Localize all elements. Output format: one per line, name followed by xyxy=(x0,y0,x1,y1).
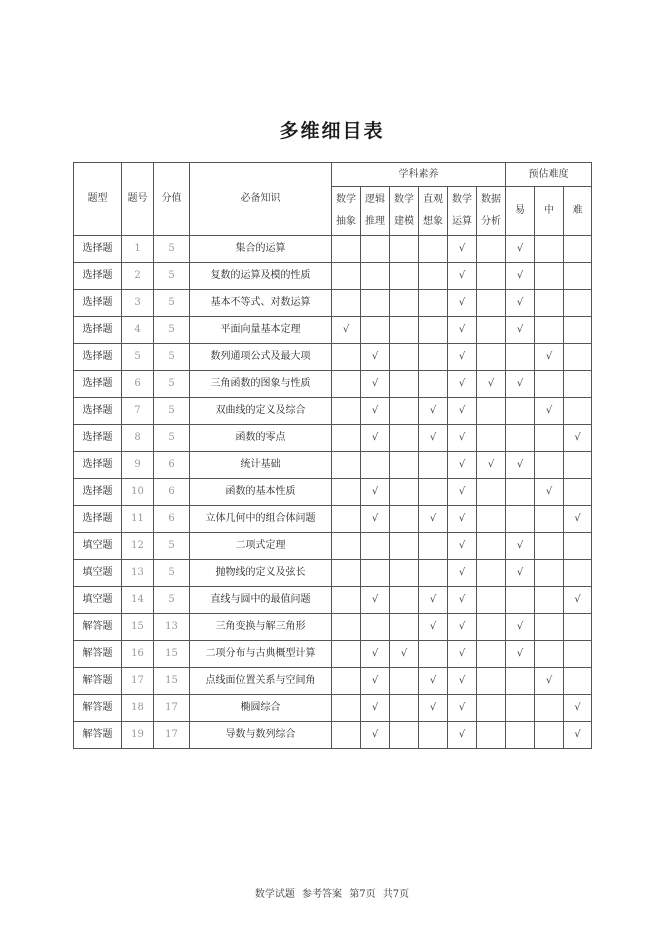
check-icon: √ xyxy=(419,695,448,722)
difficulty-cell xyxy=(535,452,564,479)
literacy-cell xyxy=(390,695,419,722)
difficulty-cell xyxy=(506,695,535,722)
header-literacy-operation: 数学运算 xyxy=(448,187,477,236)
literacy-cell xyxy=(390,533,419,560)
row-knowledge: 导数与数列综合 xyxy=(190,722,332,749)
literacy-cell xyxy=(390,668,419,695)
row-type: 选择题 xyxy=(74,236,122,263)
row-no: 12 xyxy=(122,533,154,560)
row-knowledge: 点线面位置关系与空间角 xyxy=(190,668,332,695)
row-type: 选择题 xyxy=(74,398,122,425)
row-knowledge: 直线与圆中的最值问题 xyxy=(190,587,332,614)
table-row xyxy=(74,263,592,290)
header-literacy-abstraction: 数学抽象 xyxy=(332,187,361,236)
table-row xyxy=(74,722,592,749)
row-score: 5 xyxy=(154,236,190,263)
literacy-cell xyxy=(332,398,361,425)
row-no: 16 xyxy=(122,641,154,668)
table-row xyxy=(74,479,592,506)
table-row xyxy=(74,236,592,263)
check-icon: √ xyxy=(448,668,477,695)
literacy-cell xyxy=(332,344,361,371)
check-icon: √ xyxy=(448,371,477,398)
row-no: 18 xyxy=(122,695,154,722)
literacy-cell xyxy=(361,263,390,290)
check-icon: √ xyxy=(448,425,477,452)
literacy-cell xyxy=(477,425,506,452)
check-icon: √ xyxy=(448,236,477,263)
difficulty-cell xyxy=(506,425,535,452)
literacy-cell xyxy=(332,587,361,614)
row-score: 17 xyxy=(154,722,190,749)
check-icon: √ xyxy=(419,425,448,452)
table-body xyxy=(74,236,592,749)
row-no: 2 xyxy=(122,263,154,290)
literacy-cell xyxy=(419,371,448,398)
check-icon: √ xyxy=(535,479,564,506)
table-row xyxy=(74,317,592,344)
literacy-cell xyxy=(361,533,390,560)
row-score: 5 xyxy=(154,263,190,290)
header-literacy-modeling: 数学建模 xyxy=(390,187,419,236)
check-icon: √ xyxy=(564,587,592,614)
difficulty-cell xyxy=(506,668,535,695)
difficulty-cell xyxy=(564,371,592,398)
difficulty-cell xyxy=(535,533,564,560)
header-difficulty-easy: 易 xyxy=(506,187,535,236)
row-score: 5 xyxy=(154,344,190,371)
literacy-cell xyxy=(419,317,448,344)
check-icon: √ xyxy=(448,587,477,614)
difficulty-cell xyxy=(506,344,535,371)
literacy-cell xyxy=(390,236,419,263)
check-icon: √ xyxy=(361,398,390,425)
table-row xyxy=(74,425,592,452)
check-icon: √ xyxy=(390,641,419,668)
check-icon: √ xyxy=(361,722,390,749)
difficulty-cell xyxy=(535,560,564,587)
literacy-cell xyxy=(477,263,506,290)
row-type: 解答题 xyxy=(74,614,122,641)
check-icon: √ xyxy=(448,722,477,749)
row-knowledge: 三角函数的图象与性质 xyxy=(190,371,332,398)
check-icon: √ xyxy=(506,263,535,290)
literacy-cell xyxy=(390,344,419,371)
row-no: 6 xyxy=(122,371,154,398)
check-icon: √ xyxy=(506,290,535,317)
row-knowledge: 三角变换与解三角形 xyxy=(190,614,332,641)
difficulty-cell xyxy=(506,506,535,533)
difficulty-cell xyxy=(564,236,592,263)
row-score: 15 xyxy=(154,641,190,668)
row-score: 5 xyxy=(154,587,190,614)
literacy-cell xyxy=(390,506,419,533)
row-knowledge: 椭圆综合 xyxy=(190,695,332,722)
row-no: 17 xyxy=(122,668,154,695)
check-icon: √ xyxy=(535,344,564,371)
check-icon: √ xyxy=(448,344,477,371)
row-type: 选择题 xyxy=(74,263,122,290)
check-icon: √ xyxy=(506,317,535,344)
difficulty-cell xyxy=(564,398,592,425)
difficulty-cell xyxy=(535,722,564,749)
check-icon: √ xyxy=(506,371,535,398)
difficulty-cell xyxy=(535,506,564,533)
check-icon: √ xyxy=(361,479,390,506)
table-row xyxy=(74,344,592,371)
literacy-cell xyxy=(332,263,361,290)
row-no: 1 xyxy=(122,236,154,263)
literacy-cell xyxy=(361,452,390,479)
literacy-cell xyxy=(332,425,361,452)
row-no: 5 xyxy=(122,344,154,371)
literacy-cell xyxy=(477,479,506,506)
difficulty-cell xyxy=(535,317,564,344)
check-icon: √ xyxy=(361,425,390,452)
difficulty-cell xyxy=(535,290,564,317)
difficulty-cell xyxy=(506,398,535,425)
row-type: 解答题 xyxy=(74,668,122,695)
difficulty-cell xyxy=(535,587,564,614)
multi-dimension-spec-table xyxy=(73,162,592,749)
literacy-cell xyxy=(332,452,361,479)
literacy-cell xyxy=(390,722,419,749)
check-icon: √ xyxy=(535,398,564,425)
row-no: 3 xyxy=(122,290,154,317)
row-type: 选择题 xyxy=(74,479,122,506)
literacy-cell xyxy=(361,290,390,317)
check-icon: √ xyxy=(448,560,477,587)
check-icon: √ xyxy=(361,668,390,695)
difficulty-cell xyxy=(535,371,564,398)
difficulty-cell xyxy=(564,641,592,668)
row-no: 15 xyxy=(122,614,154,641)
row-score: 6 xyxy=(154,452,190,479)
literacy-cell xyxy=(477,587,506,614)
check-icon: √ xyxy=(419,587,448,614)
check-icon: √ xyxy=(477,452,506,479)
table-row xyxy=(74,452,592,479)
check-icon: √ xyxy=(506,560,535,587)
header-no: 题号 xyxy=(122,163,154,236)
row-type: 解答题 xyxy=(74,722,122,749)
literacy-cell xyxy=(332,614,361,641)
check-icon: √ xyxy=(477,371,506,398)
difficulty-cell xyxy=(564,479,592,506)
row-knowledge: 二项式定理 xyxy=(190,533,332,560)
row-score: 17 xyxy=(154,695,190,722)
literacy-cell xyxy=(477,695,506,722)
literacy-cell xyxy=(477,668,506,695)
row-type: 选择题 xyxy=(74,506,122,533)
difficulty-cell xyxy=(564,344,592,371)
check-icon: √ xyxy=(419,506,448,533)
row-score: 5 xyxy=(154,290,190,317)
literacy-cell xyxy=(332,641,361,668)
row-score: 5 xyxy=(154,560,190,587)
literacy-cell xyxy=(390,452,419,479)
literacy-cell xyxy=(477,398,506,425)
row-type: 选择题 xyxy=(74,317,122,344)
row-knowledge: 抛物线的定义及弦长 xyxy=(190,560,332,587)
difficulty-cell xyxy=(506,587,535,614)
difficulty-cell xyxy=(564,614,592,641)
row-type: 解答题 xyxy=(74,695,122,722)
check-icon: √ xyxy=(448,641,477,668)
header-knowledge: 必备知识 xyxy=(190,163,332,236)
literacy-cell xyxy=(390,614,419,641)
row-type: 填空题 xyxy=(74,533,122,560)
check-icon: √ xyxy=(506,533,535,560)
difficulty-cell xyxy=(535,641,564,668)
check-icon: √ xyxy=(506,236,535,263)
row-type: 选择题 xyxy=(74,290,122,317)
header-type: 题型 xyxy=(74,163,122,236)
check-icon: √ xyxy=(448,479,477,506)
literacy-cell xyxy=(361,560,390,587)
row-type: 填空题 xyxy=(74,587,122,614)
difficulty-cell xyxy=(564,263,592,290)
row-no: 10 xyxy=(122,479,154,506)
check-icon: √ xyxy=(419,668,448,695)
difficulty-cell xyxy=(535,263,564,290)
literacy-cell xyxy=(419,236,448,263)
row-knowledge: 统计基础 xyxy=(190,452,332,479)
literacy-cell xyxy=(419,722,448,749)
row-score: 13 xyxy=(154,614,190,641)
literacy-cell xyxy=(390,371,419,398)
literacy-cell xyxy=(332,695,361,722)
literacy-cell xyxy=(332,668,361,695)
literacy-cell xyxy=(477,641,506,668)
check-icon: √ xyxy=(506,614,535,641)
literacy-cell xyxy=(390,560,419,587)
row-no: 9 xyxy=(122,452,154,479)
table-row xyxy=(74,506,592,533)
row-knowledge: 集合的运算 xyxy=(190,236,332,263)
literacy-cell xyxy=(419,641,448,668)
check-icon: √ xyxy=(448,290,477,317)
row-score: 5 xyxy=(154,425,190,452)
row-knowledge: 平面向量基本定理 xyxy=(190,317,332,344)
difficulty-cell xyxy=(535,614,564,641)
check-icon: √ xyxy=(448,614,477,641)
header-difficulty-group: 预估难度 xyxy=(506,163,592,187)
literacy-cell xyxy=(419,452,448,479)
literacy-cell xyxy=(390,587,419,614)
check-icon: √ xyxy=(535,668,564,695)
difficulty-cell xyxy=(564,317,592,344)
row-knowledge: 函数的零点 xyxy=(190,425,332,452)
row-no: 4 xyxy=(122,317,154,344)
literacy-cell xyxy=(477,506,506,533)
row-knowledge: 数列通项公式及最大项 xyxy=(190,344,332,371)
difficulty-cell xyxy=(564,560,592,587)
literacy-cell xyxy=(419,479,448,506)
header-literacy-imagination: 直观想象 xyxy=(419,187,448,236)
check-icon: √ xyxy=(564,425,592,452)
header-literacy-reasoning: 逻辑推理 xyxy=(361,187,390,236)
check-icon: √ xyxy=(448,317,477,344)
difficulty-cell xyxy=(564,290,592,317)
literacy-cell xyxy=(332,533,361,560)
difficulty-cell xyxy=(535,236,564,263)
difficulty-cell xyxy=(564,668,592,695)
literacy-cell xyxy=(361,236,390,263)
row-type: 选择题 xyxy=(74,425,122,452)
table-row xyxy=(74,290,592,317)
difficulty-cell xyxy=(506,479,535,506)
literacy-cell xyxy=(332,560,361,587)
check-icon: √ xyxy=(564,695,592,722)
literacy-cell xyxy=(332,371,361,398)
check-icon: √ xyxy=(419,614,448,641)
literacy-cell xyxy=(332,479,361,506)
literacy-cell xyxy=(477,560,506,587)
header-difficulty-hard: 难 xyxy=(564,187,592,236)
table-row xyxy=(74,614,592,641)
check-icon: √ xyxy=(448,452,477,479)
difficulty-cell xyxy=(506,722,535,749)
check-icon: √ xyxy=(506,452,535,479)
check-icon: √ xyxy=(448,263,477,290)
row-no: 19 xyxy=(122,722,154,749)
literacy-cell xyxy=(390,425,419,452)
literacy-cell xyxy=(477,290,506,317)
literacy-cell xyxy=(477,533,506,560)
check-icon: √ xyxy=(448,533,477,560)
check-icon: √ xyxy=(506,641,535,668)
literacy-cell xyxy=(390,398,419,425)
header-literacy-data-analysis: 数据分析 xyxy=(477,187,506,236)
check-icon: √ xyxy=(448,398,477,425)
row-no: 8 xyxy=(122,425,154,452)
literacy-cell xyxy=(477,614,506,641)
literacy-cell xyxy=(332,722,361,749)
header-literacy-group: 学科素养 xyxy=(332,163,506,187)
check-icon: √ xyxy=(419,398,448,425)
row-knowledge: 函数的基本性质 xyxy=(190,479,332,506)
row-score: 5 xyxy=(154,317,190,344)
row-score: 5 xyxy=(154,533,190,560)
literacy-cell xyxy=(332,506,361,533)
check-icon: √ xyxy=(332,317,361,344)
row-knowledge: 双曲线的定义及综合 xyxy=(190,398,332,425)
literacy-cell xyxy=(477,722,506,749)
literacy-cell xyxy=(419,560,448,587)
literacy-cell xyxy=(361,317,390,344)
check-icon: √ xyxy=(448,506,477,533)
row-score: 15 xyxy=(154,668,190,695)
row-type: 选择题 xyxy=(74,371,122,398)
check-icon: √ xyxy=(564,506,592,533)
check-icon: √ xyxy=(361,371,390,398)
difficulty-cell xyxy=(564,533,592,560)
literacy-cell xyxy=(390,479,419,506)
page-footer: 数学试题 参考答案 第7页 共7页 xyxy=(254,889,410,900)
row-knowledge: 立体几何中的组合体问题 xyxy=(190,506,332,533)
header-difficulty-medium: 中 xyxy=(535,187,564,236)
literacy-cell xyxy=(477,317,506,344)
literacy-cell xyxy=(332,236,361,263)
table-row xyxy=(74,668,592,695)
table-row xyxy=(74,641,592,668)
literacy-cell xyxy=(332,290,361,317)
row-no: 13 xyxy=(122,560,154,587)
check-icon: √ xyxy=(361,587,390,614)
check-icon: √ xyxy=(361,641,390,668)
row-no: 7 xyxy=(122,398,154,425)
literacy-cell xyxy=(390,317,419,344)
header-score: 分值 xyxy=(154,163,190,236)
table-row xyxy=(74,371,592,398)
difficulty-cell xyxy=(535,695,564,722)
literacy-cell xyxy=(361,614,390,641)
check-icon: √ xyxy=(564,722,592,749)
table-row xyxy=(74,398,592,425)
row-type: 解答题 xyxy=(74,641,122,668)
row-score: 5 xyxy=(154,371,190,398)
literacy-cell xyxy=(419,290,448,317)
difficulty-cell xyxy=(564,452,592,479)
row-score: 6 xyxy=(154,506,190,533)
check-icon: √ xyxy=(361,506,390,533)
check-icon: √ xyxy=(361,344,390,371)
page-title: 多维细目表 xyxy=(279,120,385,142)
literacy-cell xyxy=(419,263,448,290)
row-knowledge: 二项分布与古典概型计算 xyxy=(190,641,332,668)
check-icon: √ xyxy=(448,695,477,722)
row-type: 选择题 xyxy=(74,452,122,479)
check-icon: √ xyxy=(361,695,390,722)
literacy-cell xyxy=(477,236,506,263)
table-row xyxy=(74,533,592,560)
row-no: 14 xyxy=(122,587,154,614)
table-row xyxy=(74,587,592,614)
row-knowledge: 复数的运算及模的性质 xyxy=(190,263,332,290)
row-type: 选择题 xyxy=(74,344,122,371)
row-type: 填空题 xyxy=(74,560,122,587)
difficulty-cell xyxy=(535,425,564,452)
literacy-cell xyxy=(390,290,419,317)
row-knowledge: 基本不等式、对数运算 xyxy=(190,290,332,317)
literacy-cell xyxy=(419,344,448,371)
literacy-cell xyxy=(419,533,448,560)
table-row xyxy=(74,560,592,587)
row-score: 6 xyxy=(154,479,190,506)
literacy-cell xyxy=(477,344,506,371)
table-row xyxy=(74,695,592,722)
row-score: 5 xyxy=(154,398,190,425)
literacy-cell xyxy=(390,263,419,290)
row-no: 11 xyxy=(122,506,154,533)
